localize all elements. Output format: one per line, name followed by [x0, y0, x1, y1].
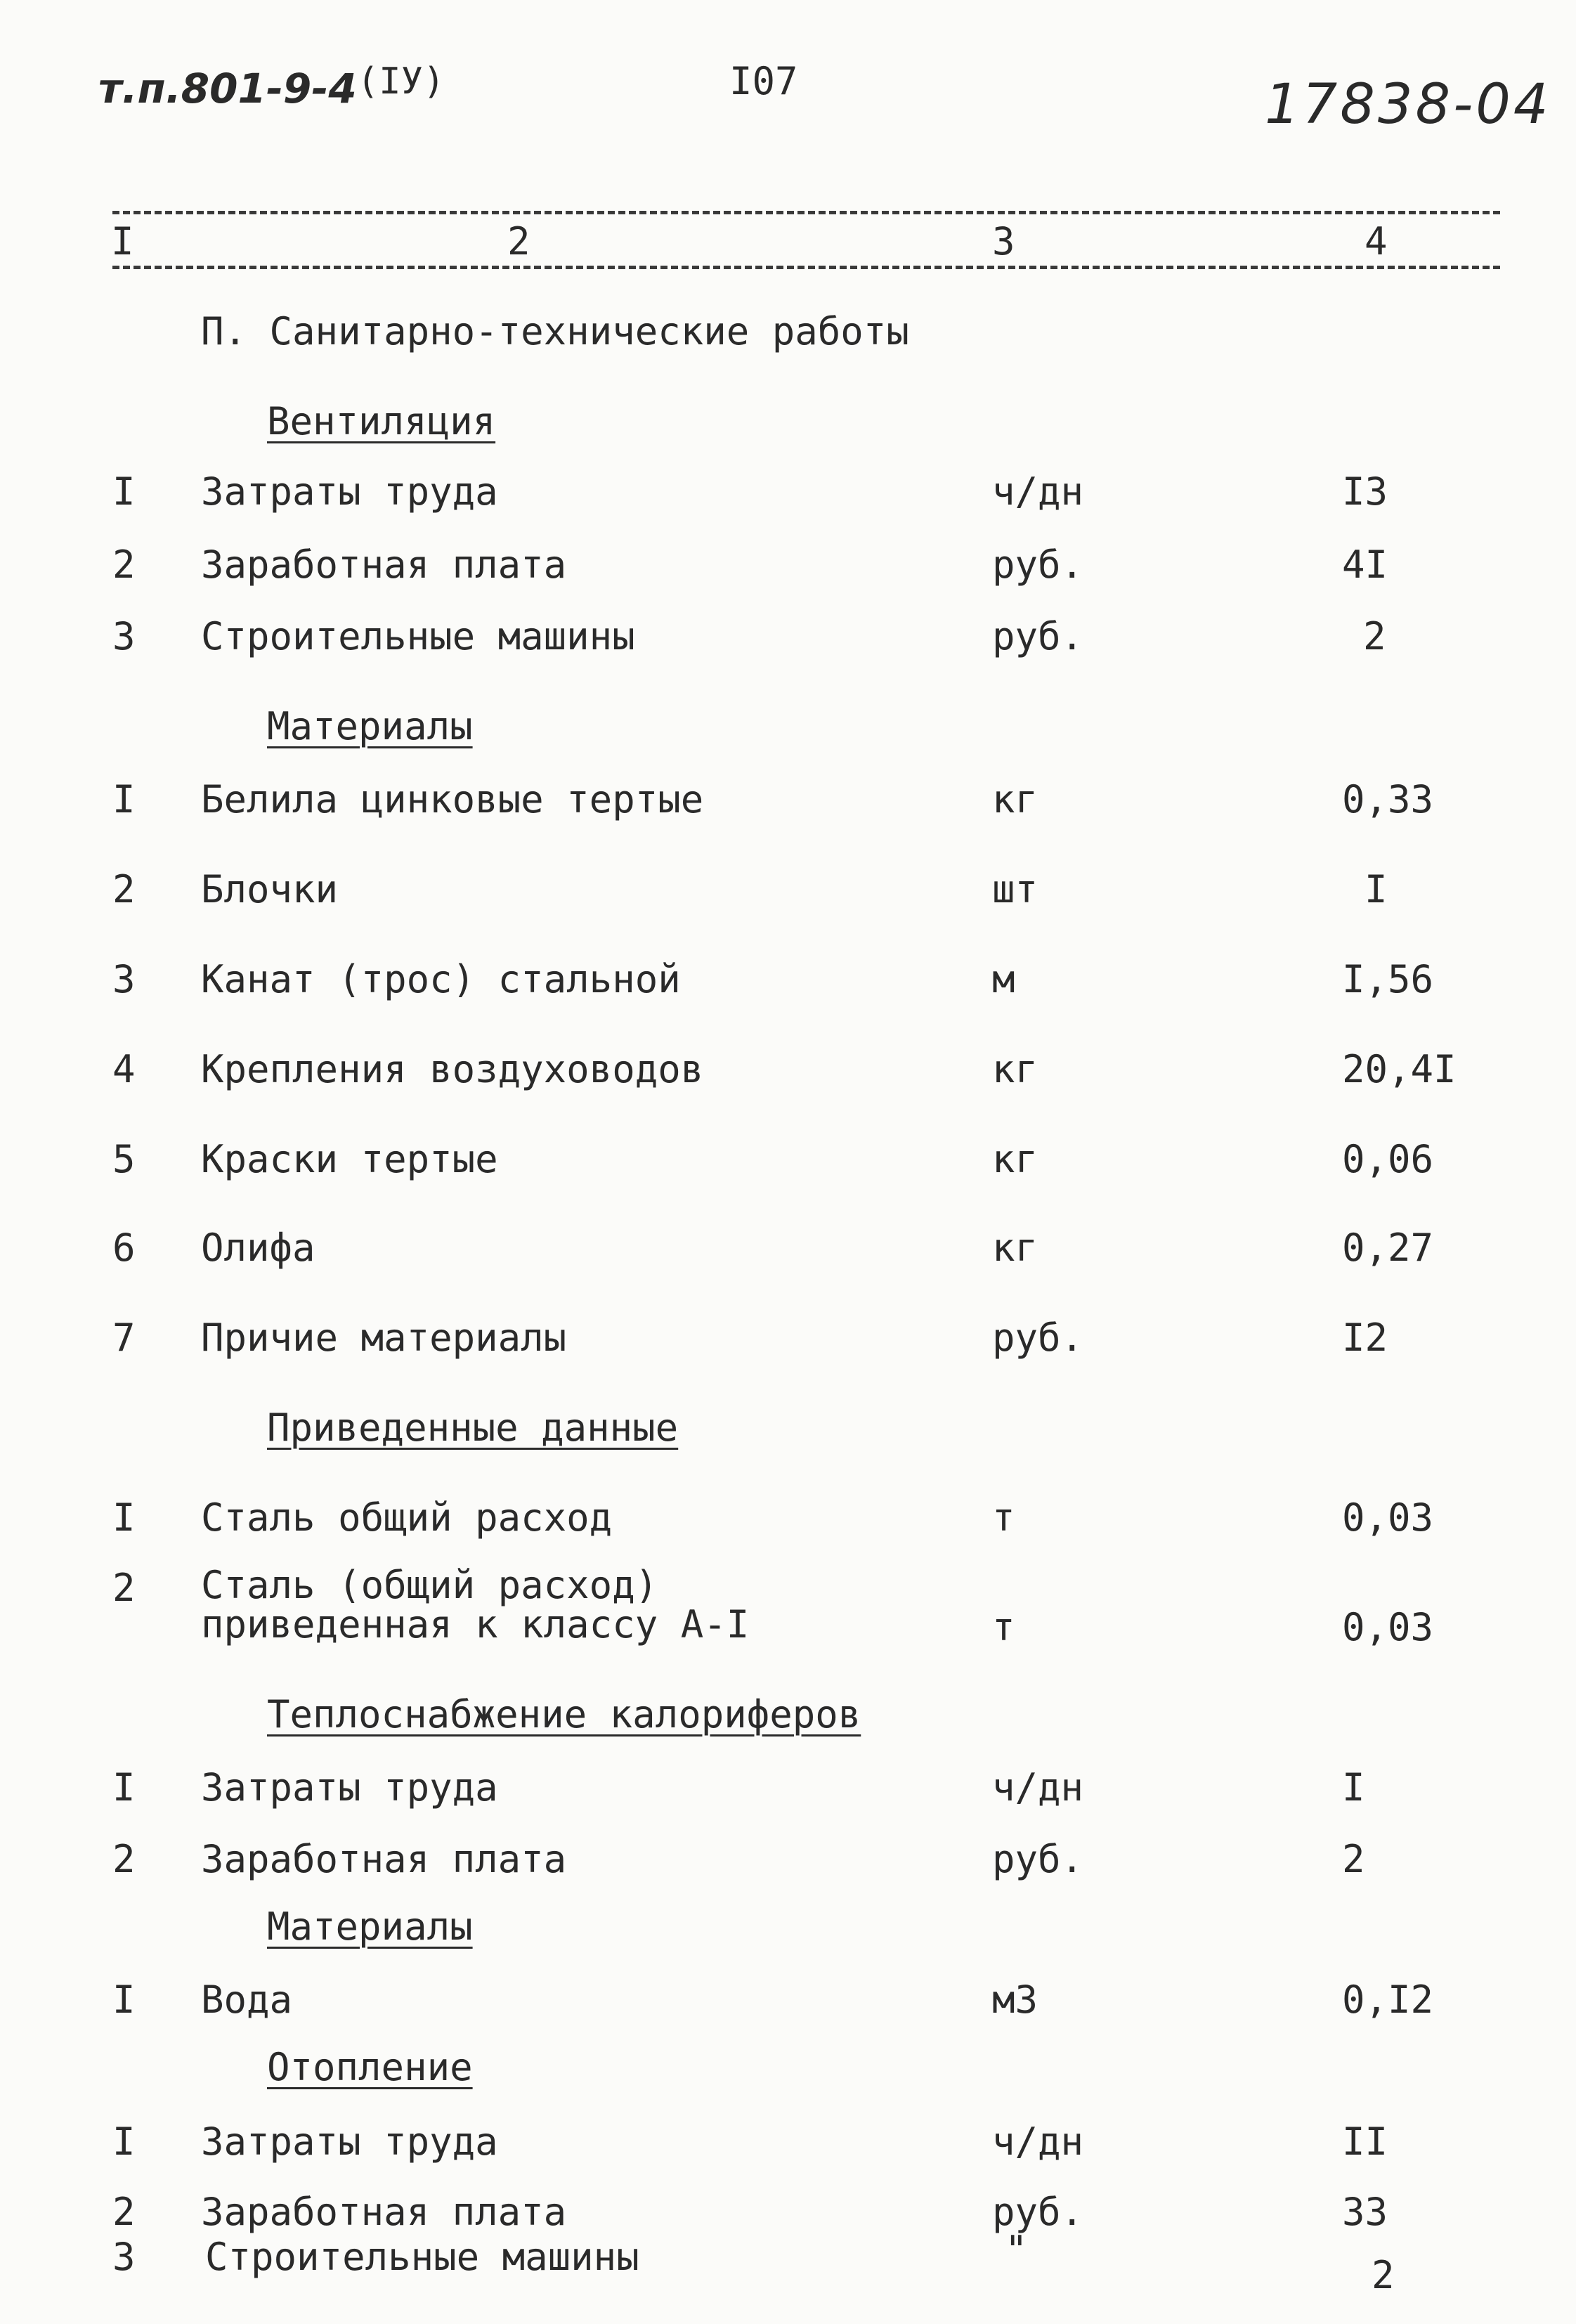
- row-value: 33: [1342, 2190, 1388, 2234]
- row-value: 2: [1372, 2253, 1395, 2297]
- document-reference: т.п.801-9-4: [98, 65, 357, 112]
- row-value: 0,06: [1342, 1137, 1434, 1181]
- row-value: 4I: [1342, 543, 1388, 587]
- row-unit: руб.: [992, 1837, 1084, 1881]
- row-name: Причие материалы: [201, 1316, 567, 1360]
- row-value: 0,I2: [1342, 1978, 1434, 2022]
- row-number: 5: [112, 1137, 136, 1181]
- row-unit: т: [992, 1495, 1015, 1540]
- row-number: 3: [112, 957, 136, 1001]
- row-unit: руб.: [992, 543, 1084, 587]
- row-unit: ч/дн: [992, 2119, 1084, 2164]
- row-name: Краски тертые: [201, 1137, 498, 1181]
- column-header-4: 4: [1365, 219, 1388, 264]
- volume-label: (IУ): [357, 60, 445, 103]
- row-name: Канат (трос) стальной: [201, 957, 681, 1001]
- row-unit: м: [992, 957, 1015, 1001]
- row-name: Заработная плата: [201, 543, 567, 587]
- archive-number: 17838-04: [1265, 73, 1551, 136]
- row-value: 2: [1363, 614, 1386, 658]
- row-number: 2: [112, 867, 136, 911]
- row-unit: кг: [992, 1047, 1038, 1091]
- group-title-heating: Отопление: [267, 2045, 473, 2089]
- row-number: I: [112, 1978, 136, 2022]
- row-unit: руб.: [992, 1316, 1084, 1360]
- row-name: Заработная плата: [201, 1837, 567, 1881]
- row-name-continuation: приведенная к классу А-I: [201, 1602, 750, 1647]
- row-unit: руб.: [992, 614, 1084, 658]
- section-title-text: П. Санитарно-технические работы: [201, 309, 909, 353]
- row-name: Строительные машины: [205, 2235, 639, 2279]
- row-name: Крепления воздуховодов: [201, 1047, 704, 1091]
- row-number: I: [112, 777, 136, 822]
- row-number: 3: [112, 2235, 136, 2279]
- header-rule-top: [112, 211, 1500, 214]
- page-number: I07: [729, 59, 798, 103]
- header-rule-bottom: [112, 266, 1500, 269]
- row-unit: руб.: [992, 2190, 1084, 2234]
- row-value: I: [1365, 867, 1388, 911]
- row-name: Блочки: [201, 867, 339, 911]
- row-value: 2: [1342, 1837, 1365, 1881]
- row-unit: ": [1005, 2228, 1028, 2272]
- row-name: Вода: [201, 1978, 293, 2022]
- row-name: Затраты труда: [201, 1765, 498, 1810]
- group-title-reduced-data: Приведенные данные: [267, 1406, 679, 1450]
- row-value: 0,33: [1342, 777, 1434, 822]
- row-value: 20,4I: [1342, 1047, 1457, 1091]
- group-title-materials-2: Материалы: [267, 1904, 473, 1949]
- row-name: Сталь общий расход: [201, 1495, 613, 1540]
- row-number: 3: [112, 614, 136, 658]
- row-number: 2: [112, 1566, 136, 1610]
- row-value: 0,03: [1342, 1495, 1434, 1540]
- row-name: Строительные машины: [201, 614, 635, 658]
- row-number: 2: [112, 543, 136, 587]
- row-unit: т: [992, 1605, 1015, 1649]
- row-number: 2: [112, 1837, 136, 1881]
- row-unit: ч/дн: [992, 1765, 1084, 1810]
- row-number: I: [112, 469, 136, 514]
- row-unit: кг: [992, 1137, 1038, 1181]
- row-number: 2: [112, 2190, 136, 2234]
- row-value: I3: [1342, 469, 1388, 514]
- row-number: 7: [112, 1316, 136, 1360]
- column-header-2: 2: [507, 219, 530, 264]
- group-title-ventilation: Вентиляция: [267, 399, 496, 443]
- row-name: Белила цинковые тертые: [201, 777, 704, 822]
- row-number: I: [112, 2119, 136, 2164]
- row-value: I,56: [1342, 957, 1434, 1001]
- row-name: Затраты труда: [201, 469, 498, 514]
- row-unit: шт: [992, 867, 1038, 911]
- row-unit: ч/дн: [992, 469, 1084, 514]
- row-number: 6: [112, 1226, 136, 1270]
- row-name: Сталь (общий расход): [201, 1563, 658, 1607]
- row-unit: кг: [992, 1226, 1038, 1270]
- row-value: 0,03: [1342, 1605, 1434, 1649]
- row-number: I: [112, 1495, 136, 1540]
- row-unit: кг: [992, 777, 1038, 822]
- row-number: I: [112, 1765, 136, 1810]
- group-title-materials: Материалы: [267, 704, 473, 748]
- row-name: Затраты труда: [201, 2119, 498, 2164]
- row-value: I2: [1342, 1316, 1388, 1360]
- section-title: [201, 309, 909, 353]
- row-value: 0,27: [1342, 1226, 1434, 1270]
- row-unit: м3: [992, 1978, 1038, 2022]
- row-number: 4: [112, 1047, 136, 1091]
- row-value: I: [1342, 1765, 1365, 1810]
- group-title-heat-supply: Теплоснабжение калориферов: [267, 1692, 861, 1736]
- row-value: II: [1342, 2119, 1388, 2164]
- row-name: Заработная плата: [201, 2190, 567, 2234]
- row-name: Олифа: [201, 1226, 315, 1270]
- column-header-3: 3: [992, 219, 1015, 264]
- column-header-1: I: [111, 219, 134, 264]
